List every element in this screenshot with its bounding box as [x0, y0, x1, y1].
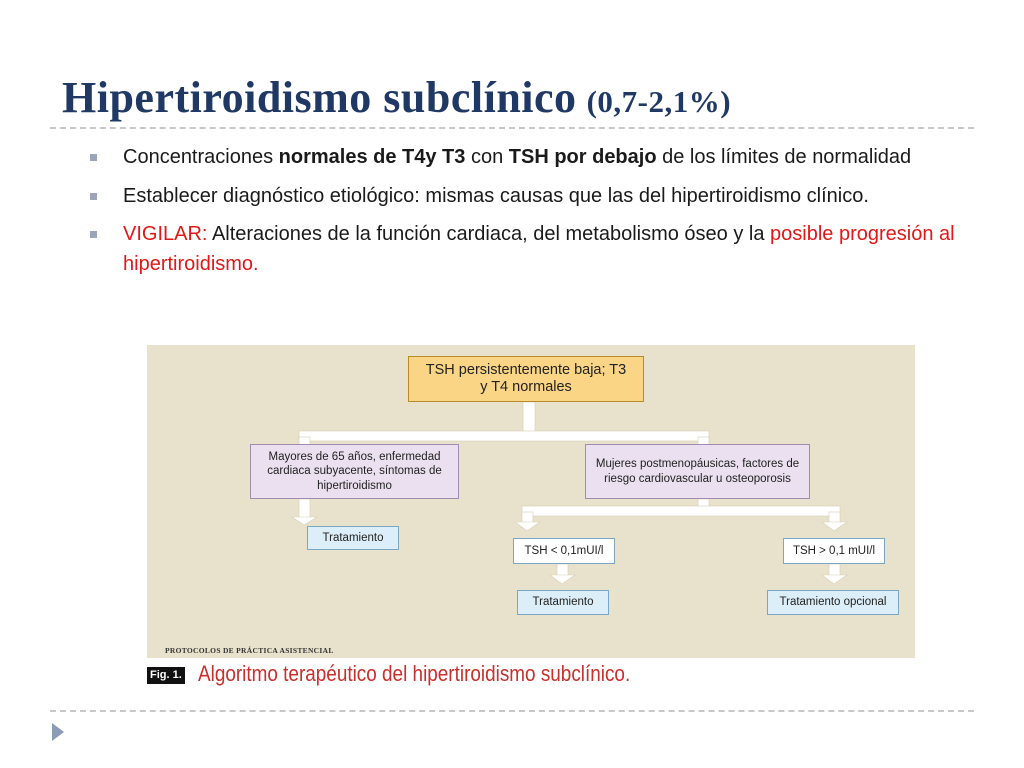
- flowchart-figure: [147, 345, 915, 658]
- vigilar-label: VIGILAR:: [123, 223, 208, 245]
- bullet-highlight: posible progresión al hipertiroidismo.: [123, 223, 955, 275]
- optional-treatment-box: [767, 590, 899, 615]
- footer-divider: [50, 710, 974, 712]
- connector: [522, 512, 533, 523]
- left-branch-box: [250, 444, 459, 499]
- bullet-text: Alteraciones de la función cardiaca, del metabolismo óseo y la: [207, 223, 771, 245]
- connector: [829, 512, 840, 523]
- tsh-high-box: [783, 538, 885, 564]
- bullet-text: con: [465, 146, 509, 168]
- bullet-text: de los límites de normalidad: [656, 146, 912, 168]
- bullet-text: Establecer diagnóstico etiológico: mismas causas que las del hipertiroidismo clínico.: [123, 184, 869, 207]
- connector: [299, 499, 310, 518]
- left-treatment-box: [307, 526, 399, 550]
- bullet-text: Concentraciones: [123, 146, 279, 168]
- next-arrow-icon[interactable]: [52, 723, 64, 741]
- slide-title-range: (0,7-2,1%): [586, 84, 732, 119]
- protocol-footer: PROTOCOLOS DE PRÁCTICA ASISTENCIAL: [165, 646, 334, 655]
- title-divider: [50, 127, 974, 129]
- treatment-box: [517, 590, 609, 615]
- tsh-low-box: [513, 538, 615, 564]
- square-bullet-icon: [90, 231, 97, 238]
- bullet-item: [90, 220, 970, 279]
- tsh-low-text: TSH < 0,1mUI/l: [524, 544, 604, 557]
- square-bullet-icon: [90, 154, 97, 161]
- slide-title: [62, 72, 731, 123]
- right-branch-text: Mujeres postmenopáusicas, factores de riesgo cardiovascular u osteoporosis: [595, 458, 800, 485]
- connector: [299, 431, 709, 441]
- bullet-emphasis: TSH por debajo: [508, 146, 657, 168]
- arrow-head: [550, 575, 575, 584]
- figure-label: Fig. 1.: [147, 667, 185, 684]
- optional-treatment-text: Tratamiento opcional: [779, 596, 887, 609]
- slide-title-text: Hipertiroidismo subclínico: [62, 73, 577, 122]
- root-condition-text: TSH persistentemente baja; T3 y T4 normales: [425, 362, 627, 395]
- bullet-item: [90, 143, 970, 173]
- arrow-head: [515, 522, 540, 531]
- connector: [522, 506, 840, 516]
- bullet-item: [90, 182, 970, 212]
- bullet-list: [90, 143, 970, 288]
- bullet-emphasis: normales de T4y T3: [278, 146, 466, 168]
- right-branch-box: [585, 444, 810, 499]
- left-branch-text: Mayores de 65 años, enfermedad cardiaca subyacente, síntomas de hipertiroidismo: [267, 450, 442, 492]
- left-treatment-text: Tratamiento: [322, 531, 384, 544]
- figure-caption: Algoritmo terapéutico del hipertiroidismo subclínico.: [198, 661, 631, 686]
- arrow-head: [292, 517, 317, 525]
- arrow-head: [822, 575, 847, 584]
- root-condition-box: [408, 356, 644, 402]
- tsh-high-text: TSH > 0,1 mUI/l: [792, 544, 876, 557]
- square-bullet-icon: [90, 193, 97, 200]
- arrow-head: [822, 522, 847, 531]
- treatment-text: Tratamiento: [532, 596, 594, 609]
